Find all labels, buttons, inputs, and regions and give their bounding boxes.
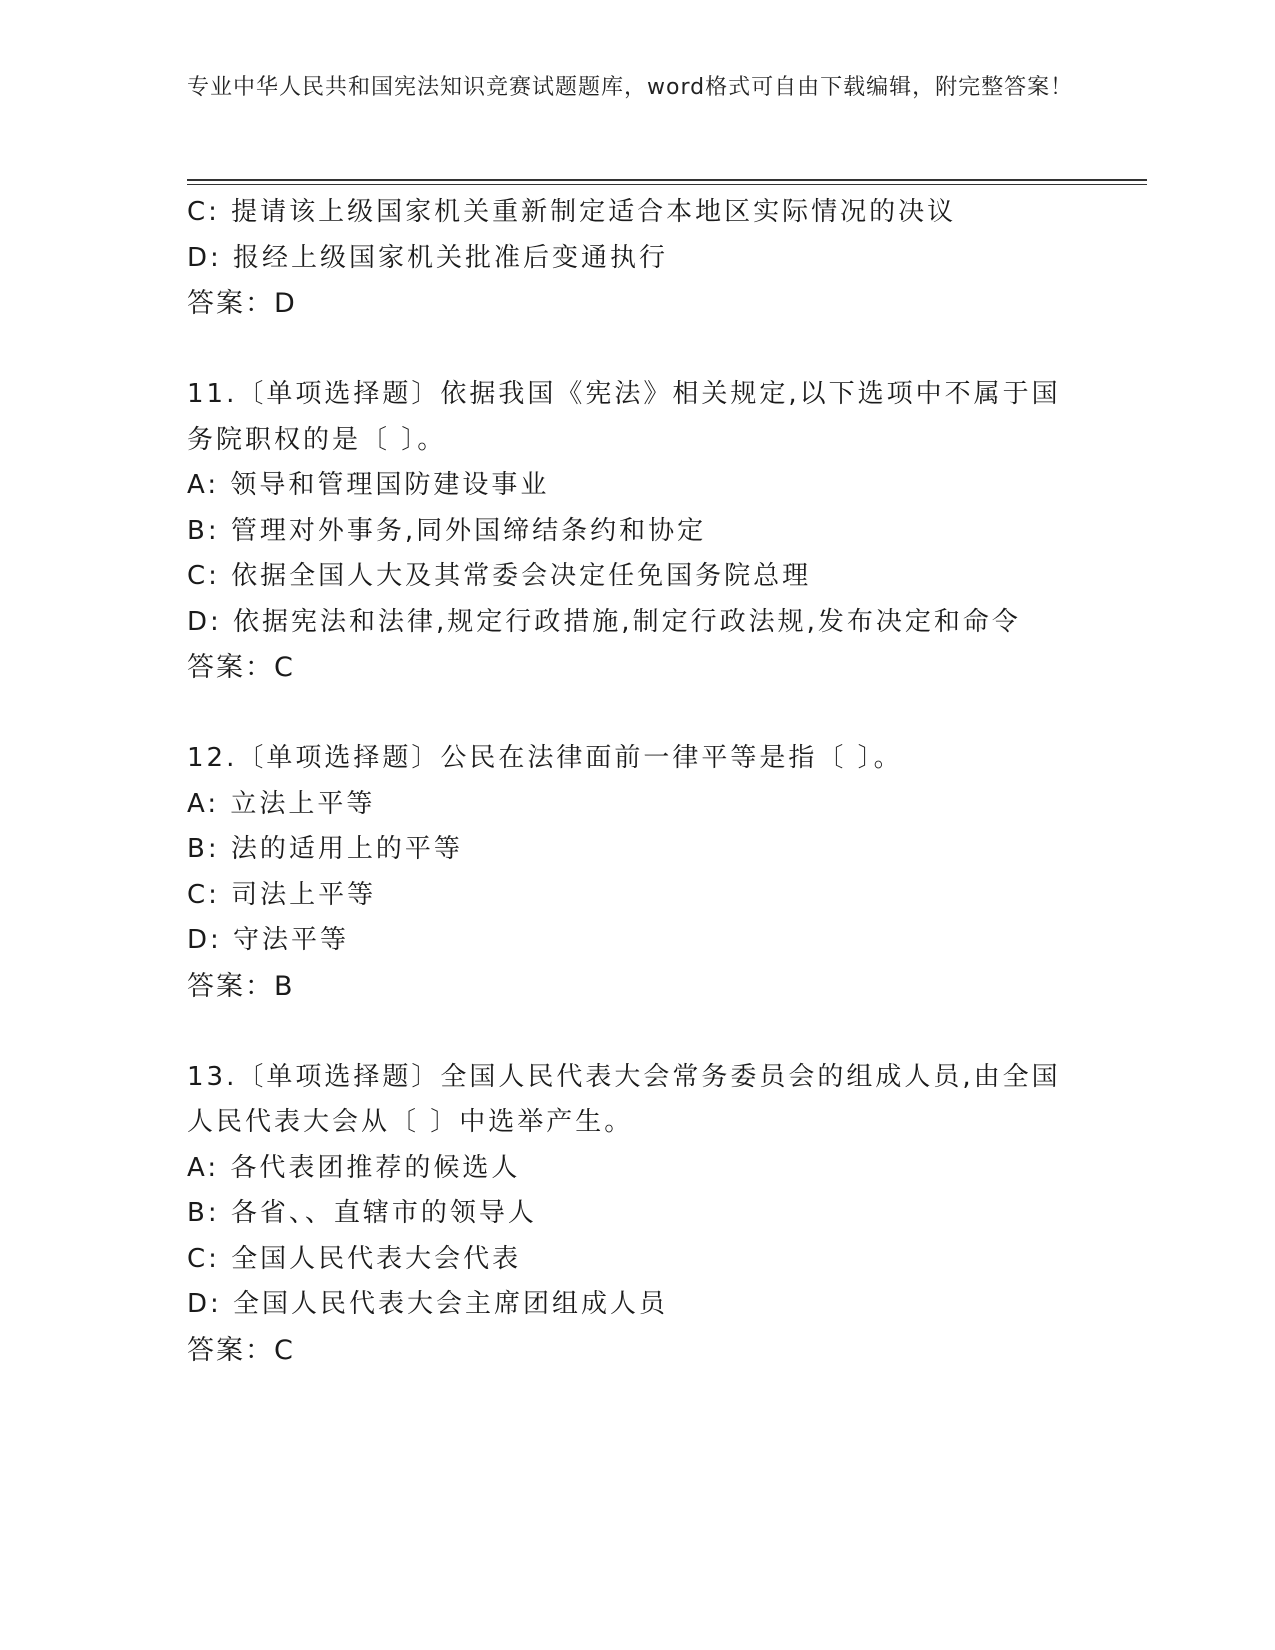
question-title-line-1: 12.〔单项选择题〕公民在法律面前一律平等是指〔 〕。 [187, 743, 903, 773]
question-block-11 [187, 372, 1147, 691]
question-title-line-1: 13.〔单项选择题〕全国人民代表大会常务委员会的组成人员,由全国 [187, 1061, 1061, 1092]
header-divider-thick [187, 179, 1147, 181]
option-d: D: 依据宪法和法律,规定行政措施,制定行政法规,发布决定和命令 [187, 606, 1021, 637]
option-c: C: 依据全国人大及其常委会决定任免国务院总理 [187, 561, 812, 591]
question-title-line-1: 11.〔单项选择题〕依据我国《宪法》相关规定,以下选项中不属于国 [187, 379, 1061, 409]
option-d: D: 守法平等 [187, 925, 350, 955]
option-c: C: 提请该上级国家机关重新制定适合本地区实际情况的决议 [187, 197, 957, 227]
question-block-12 [187, 736, 1147, 1009]
question-title-line-2: 人民代表大会从〔 〕中选举产生。 [187, 1107, 634, 1137]
option-d: D: 报经上级国家机关批准后变通执行 [187, 242, 669, 273]
option-a: A: 立法上平等 [187, 788, 376, 819]
page-header-text: 专业中华人民共和国宪法知识竞赛试题题库，word格式可自由下载编辑，附完整答案！ [187, 75, 1074, 100]
answer-text: 答案：C [187, 652, 295, 683]
question-content [187, 190, 1147, 1373]
answer-text: 答案：B [187, 970, 295, 1002]
option-c: C: 司法上平等 [187, 879, 377, 910]
question-block-13 [187, 1055, 1147, 1374]
answer-text: 答案：D [187, 288, 297, 319]
option-d: D: 全国人民代表大会主席团组成人员 [187, 1289, 669, 1319]
option-a: A: 领导和管理国防建设事业 [187, 470, 550, 500]
question-title-line-2: 务院职权的是〔 〕。 [187, 424, 447, 455]
option-c: C: 全国人民代表大会代表 [187, 1243, 522, 1274]
spacer [187, 1009, 1147, 1055]
answer-text: 答案：C [187, 1334, 295, 1366]
question-block-10-tail [187, 190, 1147, 327]
spacer [187, 691, 1147, 737]
option-b: B: 管理对外事务,同外国缔结条约和协定 [187, 515, 707, 546]
option-b: B: 各省、、直辖市的领导人 [187, 1198, 537, 1228]
option-a: A: 各代表团推荐的候选人 [187, 1152, 521, 1183]
header-divider-thin [187, 184, 1147, 185]
option-b: B: 法的适用上的平等 [187, 834, 463, 864]
spacer [187, 327, 1147, 373]
